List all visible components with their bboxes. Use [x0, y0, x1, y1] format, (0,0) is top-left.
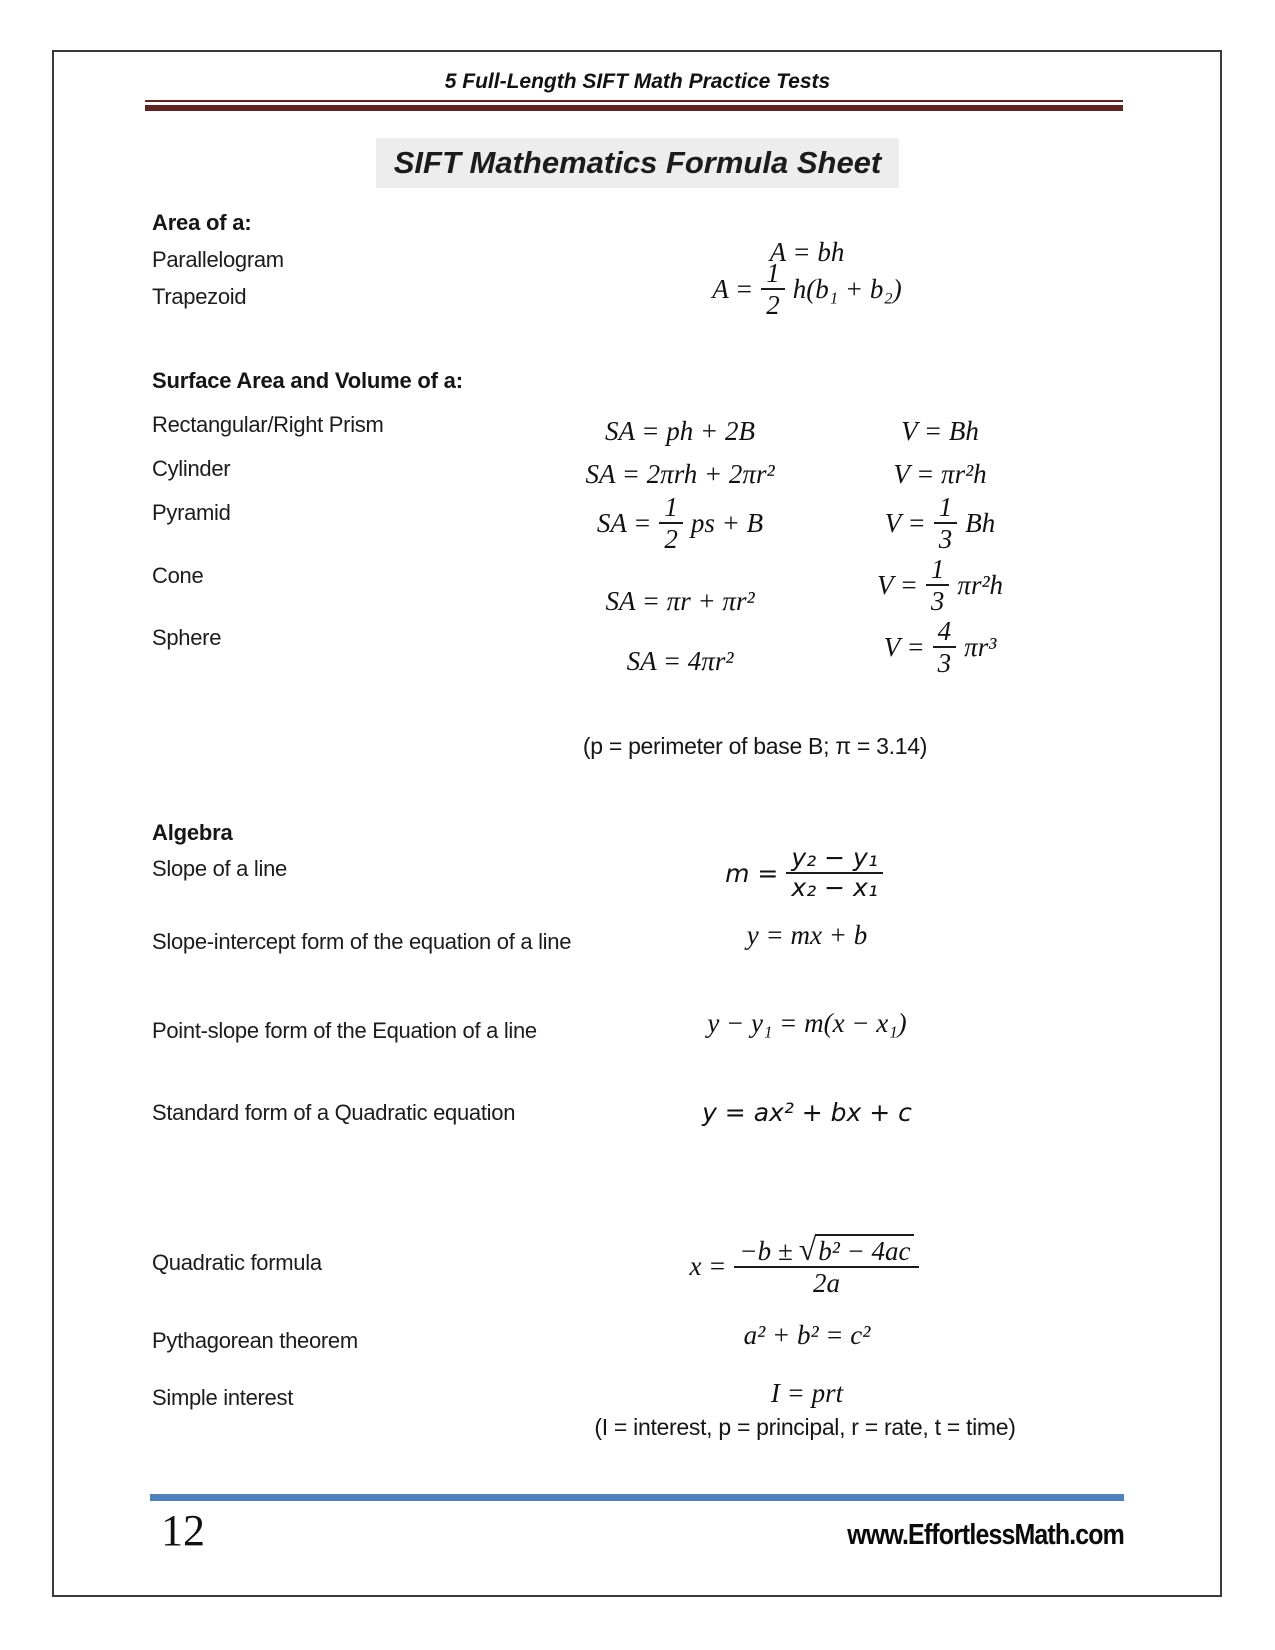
website-url: www.EffortlessMath.com — [847, 1519, 1124, 1551]
formula-part: A = — [712, 273, 754, 304]
formula-quadratic-standard: y = ax² + bx + c — [702, 1098, 912, 1127]
label-quadratic-formula: Quadratic formula — [152, 1250, 322, 1275]
formula-simple-interest: I = prt — [770, 1378, 844, 1408]
formula-parallelogram-area: A = bh — [769, 237, 845, 267]
formula-cone-volume — [812, 554, 1068, 616]
formula-point-slope: y − y₁ = m(x − x₁) — [707, 1008, 907, 1038]
fraction-denominator: 3 — [938, 524, 953, 555]
formula-part: −b ± — [739, 1236, 793, 1266]
formula-rect-prism-sa: SA = ph + 2B — [605, 416, 755, 446]
formula-part: h(b₁ + b₂) — [792, 273, 902, 304]
page-number: 12 — [161, 1506, 205, 1555]
formula-slope-intercept: y = mx + b — [746, 920, 868, 950]
section-heading-surface-volume: Surface Area and Volume of a: — [152, 368, 463, 393]
label-cylinder: Cylinder — [152, 456, 231, 481]
formula-sphere-volume — [812, 616, 1068, 678]
formula-cylinder-volume: V = πr²h — [893, 459, 987, 489]
formula-part: ps + B — [690, 507, 764, 538]
label-quadratic-standard: Standard form of a Quadratic equation — [152, 1100, 516, 1125]
fraction-denominator: 2 — [766, 290, 780, 321]
formula-part: V = — [876, 569, 918, 600]
formula-rect-prism-volume: V = Bh — [901, 416, 979, 446]
fraction — [926, 554, 950, 616]
formula-pyramid-sa — [520, 492, 840, 554]
formula-slope — [560, 844, 1054, 902]
formula-part: Bh — [965, 507, 996, 538]
label-parallelogram: Parallelogram — [152, 247, 284, 272]
section-heading-area: Area of a: — [152, 210, 252, 235]
formula-part: V = — [884, 507, 926, 538]
fraction — [934, 492, 958, 554]
fraction-denominator: 2 — [664, 524, 678, 555]
fraction — [933, 616, 957, 678]
formula-part: πr³ — [964, 631, 997, 662]
label-point-slope: Point-slope form of the Equation of a line — [152, 1018, 537, 1043]
footer-rule — [150, 1494, 1124, 1501]
fraction-denominator: x₂ − x₁ — [791, 873, 878, 902]
fraction-denominator: 2a — [812, 1268, 840, 1299]
formula-trapezoid-area — [560, 258, 1054, 320]
label-sphere: Sphere — [152, 625, 222, 650]
formula-pythagorean: a² + b² = c² — [743, 1320, 871, 1350]
label-trapezoid: Trapezoid — [152, 284, 247, 309]
label-simple-interest: Simple interest — [152, 1385, 294, 1410]
label-cone: Cone — [152, 563, 204, 588]
label-rect-prism: Rectangular/Right Prism — [152, 412, 384, 437]
book-series-title: 5 Full-Length SIFT Math Practice Tests — [444, 70, 831, 93]
fraction-numerator: y₂ − y₁ — [786, 844, 882, 874]
section-heading-algebra: Algebra — [152, 820, 233, 845]
formula-part: SA = — [596, 507, 652, 538]
label-slope: Slope of a line — [152, 856, 287, 881]
surface-volume-note: (p = perimeter of base B; π = 3.14) — [582, 733, 928, 759]
fraction — [761, 258, 785, 320]
fraction-numerator — [734, 1234, 918, 1268]
fraction — [786, 844, 882, 902]
fraction-numerator: 1 — [934, 492, 958, 524]
fraction — [659, 492, 683, 554]
formula-part: πr²h — [957, 569, 1004, 600]
formula-cylinder-sa: SA = 2πrh + 2πr² — [585, 459, 775, 489]
simple-interest-note: (I = interest, p = principal, r = rate, t = time) — [594, 1414, 1016, 1440]
fraction — [734, 1234, 918, 1298]
formula-cone-sa: SA = πr + πr² — [605, 586, 755, 616]
square-root — [799, 1234, 914, 1266]
fraction-numerator: 1 — [926, 554, 950, 586]
sheet-title-wrap — [0, 138, 1275, 188]
fraction-denominator: 3 — [930, 586, 945, 617]
formula-part: V = — [883, 631, 925, 662]
fraction-denominator: 3 — [937, 648, 952, 679]
label-slope-intercept: Slope-intercept form of the equation of a line — [152, 929, 572, 954]
label-pythagorean: Pythagorean theorem — [152, 1328, 358, 1353]
radicand: b² − 4ac — [815, 1234, 913, 1266]
formula-part: m = — [725, 858, 779, 888]
formula-part: x = — [689, 1250, 727, 1281]
fraction-numerator: 1 — [761, 258, 785, 290]
radical-icon: √ — [798, 1232, 817, 1267]
label-pyramid: Pyramid — [152, 500, 231, 525]
sheet-title: SIFT Mathematics Formula Sheet — [376, 138, 900, 188]
formula-quadratic — [560, 1234, 1054, 1298]
header-rule — [145, 100, 1123, 111]
fraction-numerator: 4 — [933, 616, 957, 648]
formula-pyramid-volume — [812, 492, 1068, 554]
formula-sphere-sa: SA = 4πr² — [626, 646, 734, 676]
fraction-numerator: 1 — [659, 492, 683, 524]
